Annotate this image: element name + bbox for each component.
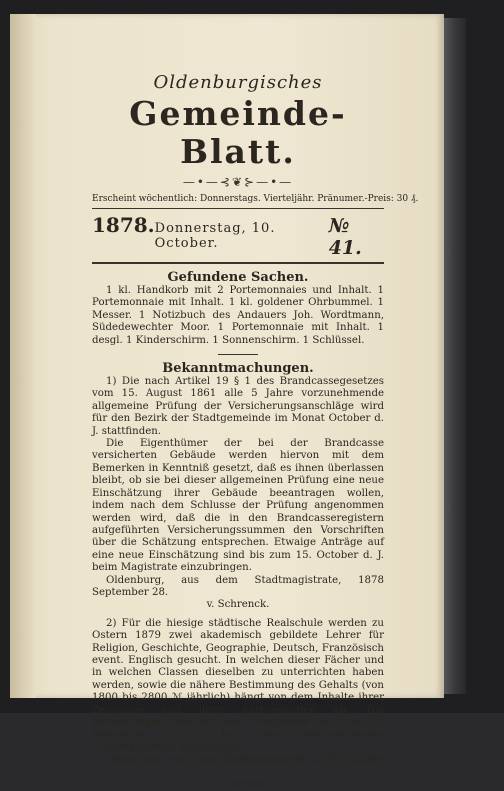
notice-1-paragraph-2: Die Eigenthümer der bei der Brandcasse versicherten Gebäude werden hiervon mit dem Bemerken in Kenntniß gesetzt, daß es ihnen überlassen bleibt, ob sie bei dieser allgemeinen Prüfung eine neue Einschätzung ihrer Gebäude beeantragen wollen, indem nach dem Schlusse der Prüfung angenommen werden wird, daß die in den Brandcasseregistern aufgeführten Versicherungssummen den Vorschriften über die Schätzung entsprechen. Etwaige Anträge auf eine neue Einschätzung sind bis zum 15. October d. J. beim Magistrate einzubringen. (92, 438, 384, 574)
masthead-line1: Oldenburgisches (153, 72, 323, 93)
issue-year: 1878. (92, 213, 155, 237)
found-items-text: 1 kl. Handkorb mit 2 Portemonnaies und Inhalt. 1 Portemonnaie mit Inhalt. 1 kl. goldener Ohrbummel. 1 Messer. 1 Notizbuch des Andauers Joh. Wordtmann, Südedewechter Moor. 1 Portemonnaie mit Inhalt. 1 desgl. 1 Kinderschirm. 1 Sonnenschirm. 1 Schlüssel. (92, 285, 384, 346)
notice-1-paragraph-1: 1) Die nach Artikel 19 § 1 des Brandcassegesetzes vom 15. August 1861 alle 5 Jahre vorzunehmende allgemeine Prüfung der Versicherungsanschläge wird für den Bezirk der Stadtgemeinde im Monat October d. J. stattfinden. (92, 376, 384, 437)
notice-1-signature-place: Oldenburg, aus dem Stadtmagistrate, 1878 September 28. (92, 574, 384, 598)
issue-dateline (92, 213, 384, 259)
notice-2-signature-place: Oldenburg, aus dem Stadtmagistrate 1878 October 2. (92, 754, 384, 778)
page-gutter (10, 14, 36, 698)
publication-info: Erscheint wöchentlich: Donnerstags. Vierteljähr. Pränumer.-Preis: 30 ₰. (92, 194, 419, 204)
found-items-heading: Gefundene Sachen. (167, 270, 309, 285)
masthead-title: Gemeinde-Blatt. (129, 94, 347, 171)
notice-2-signature-name: v. Schrenck. (206, 779, 270, 791)
notices-heading: Bekanntmachungen. (162, 361, 314, 377)
header-rule (92, 208, 384, 209)
newspaper-page (10, 14, 444, 791)
notice-1-signature-name: v. Schrenck. (206, 599, 270, 611)
issue-number: № 41. (328, 215, 362, 259)
notice-2-paragraph: 2) Für die hiesige städtische Realschule werden zu Ostern 1879 zwei akademisch gebildete Lehrer für Religion, Geschichte, Geographie, Deutsch, Französisch event. Englisch gesucht. In welchen dieser Fächer und in welchen Classen dieselben zu unterrichten haben werden, sowie die nähere Bestimmung des Gehalts (von 1800 bis 2800 ℳ jährlich) hängt von dem Inhalte ihrer Zeugnisse und ihrer Antecedentien ab. Die Bewerbungen sind mit den Zeugnissen bis zum 15. November d. J. bei dem unterzeichneten Stadtmagistrate einzugeben. (92, 617, 384, 753)
page-content (92, 44, 419, 791)
dateline-rule (92, 262, 384, 264)
issue-date: Donnerstag, 10. October. (154, 221, 276, 251)
section-divider (218, 354, 258, 355)
masthead-ornament: —•—⊰❦⊱—•— (182, 175, 294, 189)
